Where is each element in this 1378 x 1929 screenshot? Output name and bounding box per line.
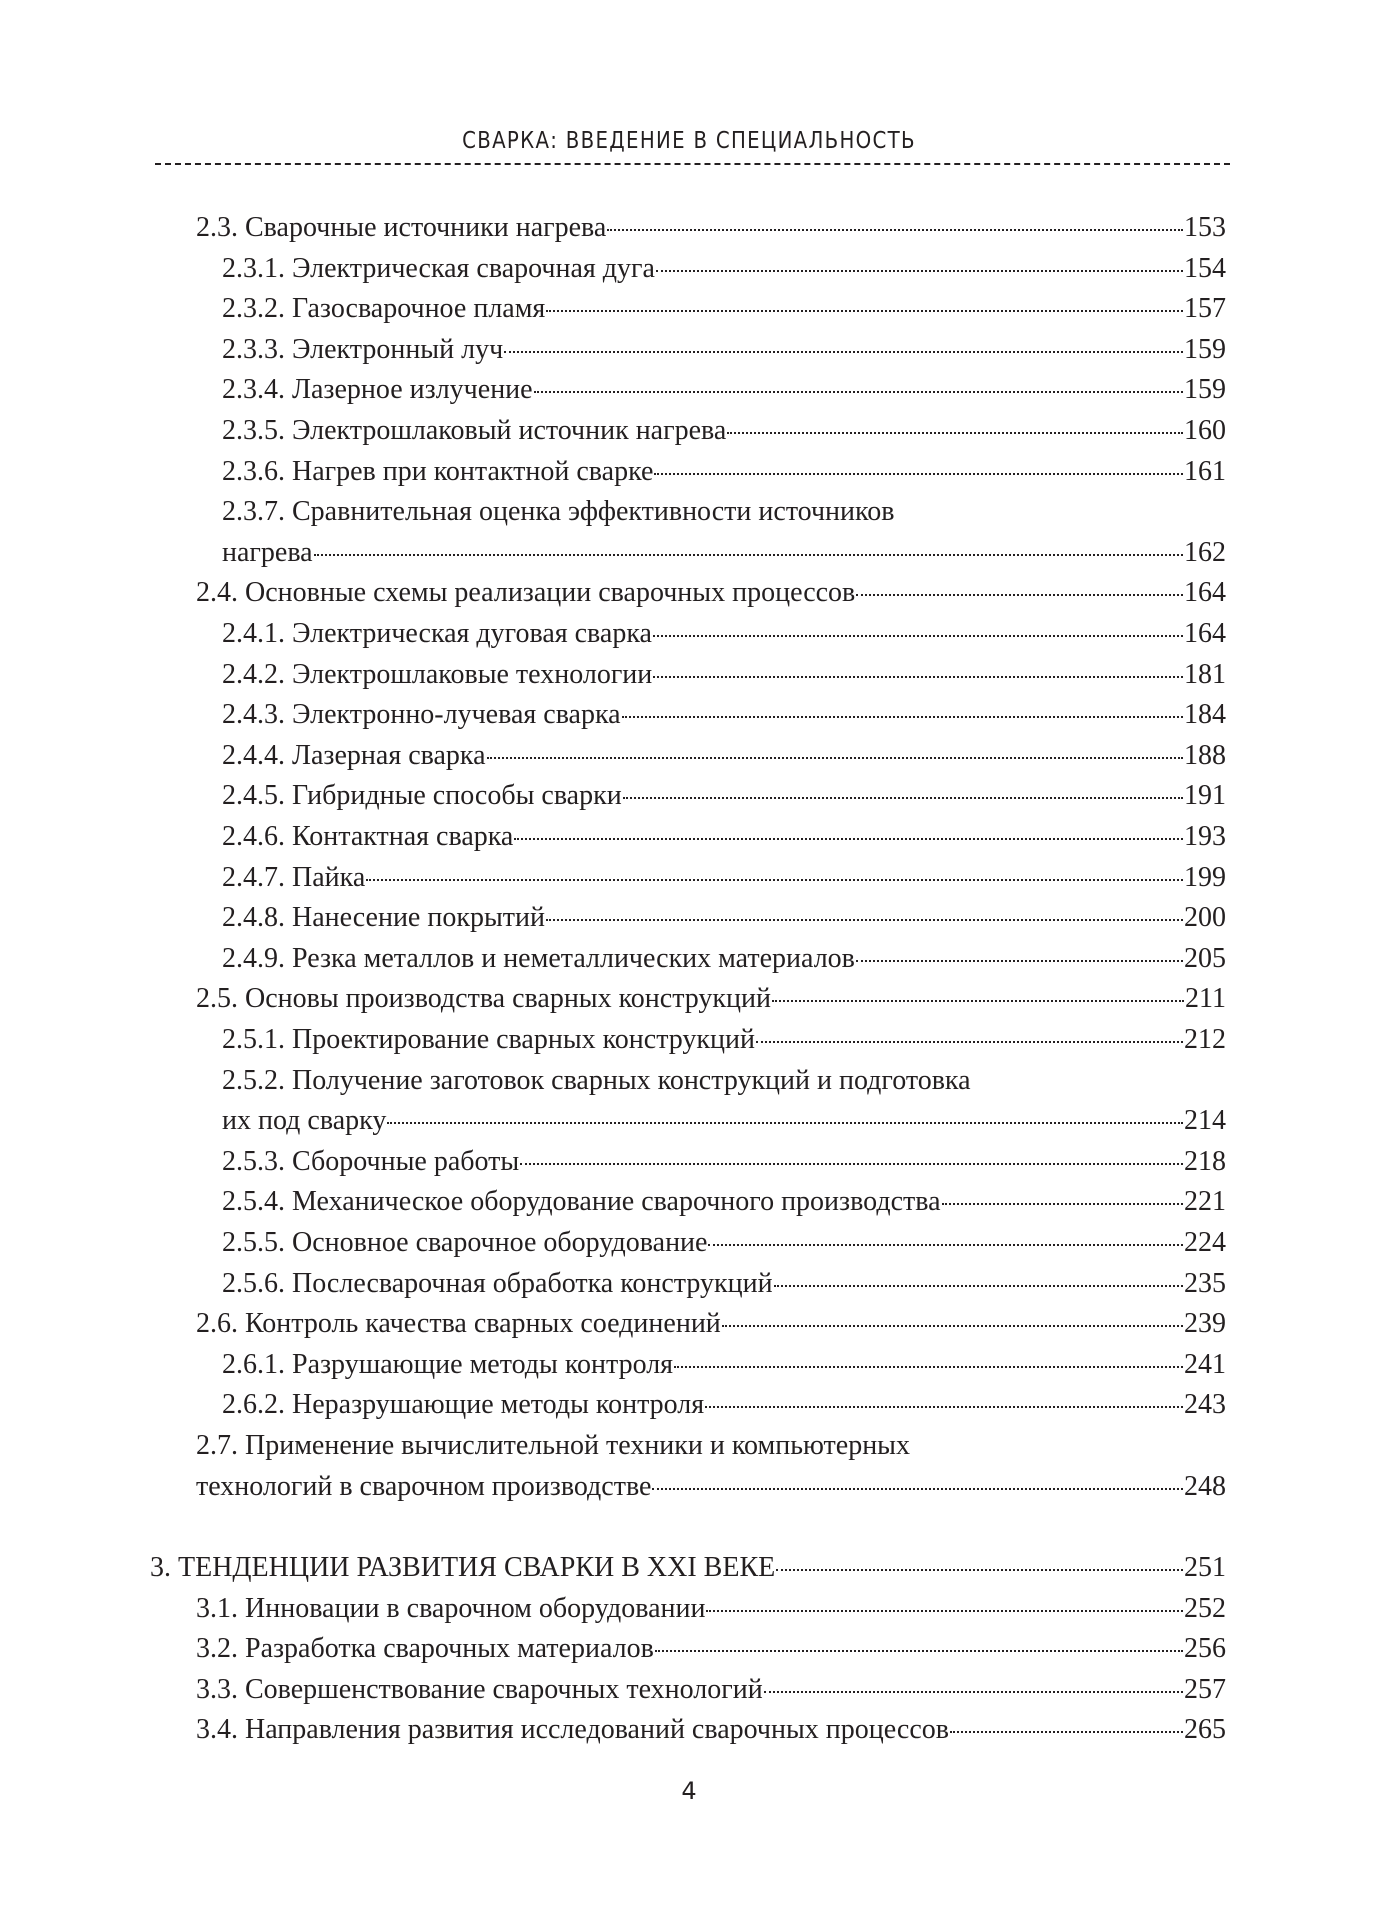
toc-entry-title: 3.2. Разработка сварочных материалов [196,1633,654,1665]
toc-entry-page: 256 [1184,1633,1226,1665]
running-head: СВАРКА: ВВЕДЕНИЕ В СПЕЦИАЛЬНОСТЬ [462,128,916,154]
toc-entry-page: 224 [1184,1227,1226,1258]
toc-chapter-entry[interactable] [150,1548,1226,1588]
toc-entry[interactable] [222,614,1226,654]
toc-entry-title: 2.4.9. Резка металлов и неметаллических материалов [222,942,855,974]
dot-leader [776,1548,1183,1576]
toc-entry[interactable] [222,249,1226,289]
dot-leader [487,736,1183,764]
dot-leader [514,817,1183,845]
dot-leader [314,533,1183,561]
dot-leader [653,614,1183,642]
dot-leader [366,858,1183,886]
toc-entry-page: 160 [1184,415,1226,446]
toc-entry-title: 2.5.1. Проектирование сварных конструкций [222,1024,755,1055]
toc-entry[interactable] [196,1304,1226,1344]
toc-entry[interactable] [222,370,1226,410]
toc-entry[interactable] [222,939,1226,979]
toc-entry[interactable] [222,1223,1226,1263]
toc-entry[interactable] [196,979,1226,1019]
toc-entry-continuation[interactable] [196,1467,1226,1507]
toc-entry[interactable] [222,1061,1226,1101]
toc-entry-title: 2.5.5. Основное сварочное оборудование [222,1227,708,1258]
toc-entry-title: 2.4.7. Пайка [222,861,366,893]
toc-entry-title: 2.4.2. Электрошлаковые технологии [222,658,653,690]
toc-entry[interactable] [222,655,1226,695]
toc-entry-page: 164 [1184,577,1226,609]
toc-entry-page: 184 [1184,699,1226,731]
toc-entry[interactable] [196,573,1226,613]
toc-entry-title: 2.5.6. Послесварочная обработка конструкций [222,1267,773,1299]
toc-entry-page: 248 [1184,1470,1226,1502]
toc-entry-page: 200 [1184,902,1226,934]
toc-entry[interactable] [196,1426,1226,1466]
toc-entry-title: 2.3. Сварочные источники нагрева [196,212,607,243]
toc-entry[interactable] [222,492,1226,532]
toc-entry[interactable] [222,411,1226,451]
toc-entry-title: 2.3.3. Электронный луч [222,333,504,365]
toc-entry[interactable] [222,776,1226,816]
toc-entry-page: 154 [1184,252,1226,284]
toc-entry-title-continuation: технологий в сварочном производстве [196,1470,652,1502]
toc-entry-page: 221 [1184,1186,1226,1218]
toc-entry-page: 239 [1184,1308,1226,1340]
toc-entry-page: 193 [1184,821,1226,852]
toc-entry[interactable] [222,1345,1226,1385]
toc-entry-title: 3.3. Совершенствование сварочных технологий [196,1673,763,1705]
dot-leader [764,1670,1183,1698]
toc-entry-page: 257 [1184,1673,1226,1705]
toc-entry[interactable] [196,208,1226,248]
toc-entry-page: 251 [1184,1552,1226,1583]
dot-leader [546,898,1183,926]
toc-entry-title: 2.3.6. Нагрев при контактной сварке [222,455,654,487]
toc-entry-page: 211 [1185,983,1226,1015]
toc-entry-page: 188 [1184,739,1226,771]
toc-entry-page: 199 [1184,861,1226,893]
toc-entry-continuation[interactable] [222,1101,1226,1141]
toc-entry-page: 153 [1184,212,1226,243]
toc-entry[interactable] [222,1020,1226,1060]
toc-entry-title-continuation: нагрева [222,536,313,568]
toc-entry-page: 243 [1184,1389,1226,1421]
toc-entry[interactable] [196,1589,1226,1629]
toc-entry-page: 214 [1184,1105,1226,1137]
toc-entry-page: 164 [1184,618,1226,649]
toc-entry-title: 2.4. Основные схемы реализации сварочных процессов [196,577,856,609]
toc-entry-page: 235 [1184,1267,1226,1299]
page-number: 4 [681,1777,697,1805]
toc-entry-title: 3.4. Направления развития исследований сварочных процессов [196,1714,949,1746]
dot-leader [654,452,1183,480]
toc-entry-page: 161 [1184,455,1226,487]
dot-leader [942,1182,1183,1210]
toc-entry-title: 2.5. Основы производства сварных конструкций [196,983,771,1015]
dot-leader [607,208,1183,236]
toc-entry[interactable] [222,736,1226,776]
dot-leader [856,939,1183,967]
dot-leader [674,1345,1183,1373]
dot-leader [708,1223,1183,1251]
dot-leader [705,1385,1183,1413]
toc-entry-title: 2.4.4. Лазерная сварка [222,739,486,771]
toc-entry[interactable] [196,1710,1226,1750]
header-dashed-rule [155,163,1230,165]
toc-entry-title: 2.3.1. Электрическая сварочная дуга [222,252,655,284]
toc-entry[interactable] [222,858,1226,898]
toc-entry[interactable] [222,1385,1226,1425]
toc-entry-page: 265 [1184,1714,1226,1746]
toc-entry-page: 159 [1184,374,1226,406]
toc-entry-title: 2.4.3. Электронно-лучевая сварка [222,699,621,731]
toc-entry-title: 2.3.4. Лазерное излучение [222,374,533,406]
toc-entry-page: 162 [1184,536,1226,568]
dot-leader [856,573,1183,601]
dot-leader [727,411,1183,439]
toc-entry[interactable] [222,289,1226,329]
dot-leader [706,1589,1183,1617]
dot-leader [504,330,1183,358]
dot-leader [655,1629,1183,1657]
toc-entry[interactable] [222,817,1226,857]
toc-entry-page: 159 [1184,333,1226,365]
dot-leader [756,1020,1183,1048]
toc-entry-title: 2.4.5. Гибридные способы сварки [222,780,622,812]
toc-entry[interactable] [222,1142,1226,1182]
toc-entry-page: 218 [1184,1145,1226,1177]
dot-leader [622,695,1183,723]
toc-entry-page: 157 [1184,293,1226,325]
toc-entry[interactable] [222,1182,1226,1222]
toc-entry-title: 2.6. Контроль качества сварных соединений [196,1308,721,1340]
toc-entry-title: 2.6.2. Неразрушающие методы контроля [222,1389,705,1421]
dot-leader [546,289,1183,317]
dot-leader [653,655,1183,683]
toc-entry-title: 3. ТЕНДЕНЦИИ РАЗВИТИЯ СВАРКИ В XXI ВЕКЕ [150,1552,776,1583]
dot-leader [623,776,1183,804]
toc-entry-title: 2.3.7. Сравнительная оценка эффективности источников [222,496,895,528]
toc-entry-title: 2.6.1. Разрушающие методы контроля [222,1348,674,1380]
dot-leader [387,1101,1183,1129]
toc-entry[interactable] [222,330,1226,370]
toc-entry-page: 252 [1184,1592,1226,1624]
toc-entry-title: 2.4.8. Нанесение покрытий [222,902,545,934]
toc-entry-continuation[interactable] [222,533,1226,573]
dot-leader [520,1142,1183,1170]
dot-leader [652,1467,1183,1495]
dot-leader [534,370,1183,398]
toc-entry-page: 241 [1184,1348,1226,1380]
toc-entry-page: 181 [1184,658,1226,690]
dot-leader [722,1304,1183,1332]
toc-entry-title: 2.3.2. Газосварочное пламя [222,293,546,325]
toc-entry[interactable] [222,1264,1226,1304]
dot-leader [772,979,1184,1007]
dot-leader [774,1264,1183,1292]
toc-entry-title: 2.3.5. Электрошлаковый источник нагрева [222,415,727,446]
toc-entry-title: 2.4.6. Контактная сварка [222,821,514,852]
toc-entry[interactable] [222,898,1226,938]
toc-entry-title: 2.4.1. Электрическая дуговая сварка [222,618,652,649]
toc-entry[interactable] [222,452,1226,492]
toc-entry-page: 191 [1184,780,1226,812]
toc-entry-title: 2.5.4. Механическое оборудование сварочного производства [222,1186,941,1218]
toc-entry-title: 2.5.2. Получение заготовок сварных конструкций и подготовка [222,1064,971,1096]
toc-entry-title: 2.7. Применение вычислительной техники и компьютерных [196,1430,910,1461]
toc-entry-page: 205 [1184,942,1226,974]
toc-entry[interactable] [196,1629,1226,1669]
toc-entry-title: 2.5.3. Сборочные работы [222,1145,520,1177]
toc-entry[interactable] [222,695,1226,735]
toc-entry-title-continuation: их под сварку [222,1105,387,1137]
toc-entry-page: 212 [1184,1024,1226,1055]
toc-entry[interactable] [196,1670,1226,1710]
dot-leader [656,249,1183,277]
toc-entry-title: 3.1. Инновации в сварочном оборудовании [196,1592,706,1624]
dot-leader [950,1710,1183,1738]
